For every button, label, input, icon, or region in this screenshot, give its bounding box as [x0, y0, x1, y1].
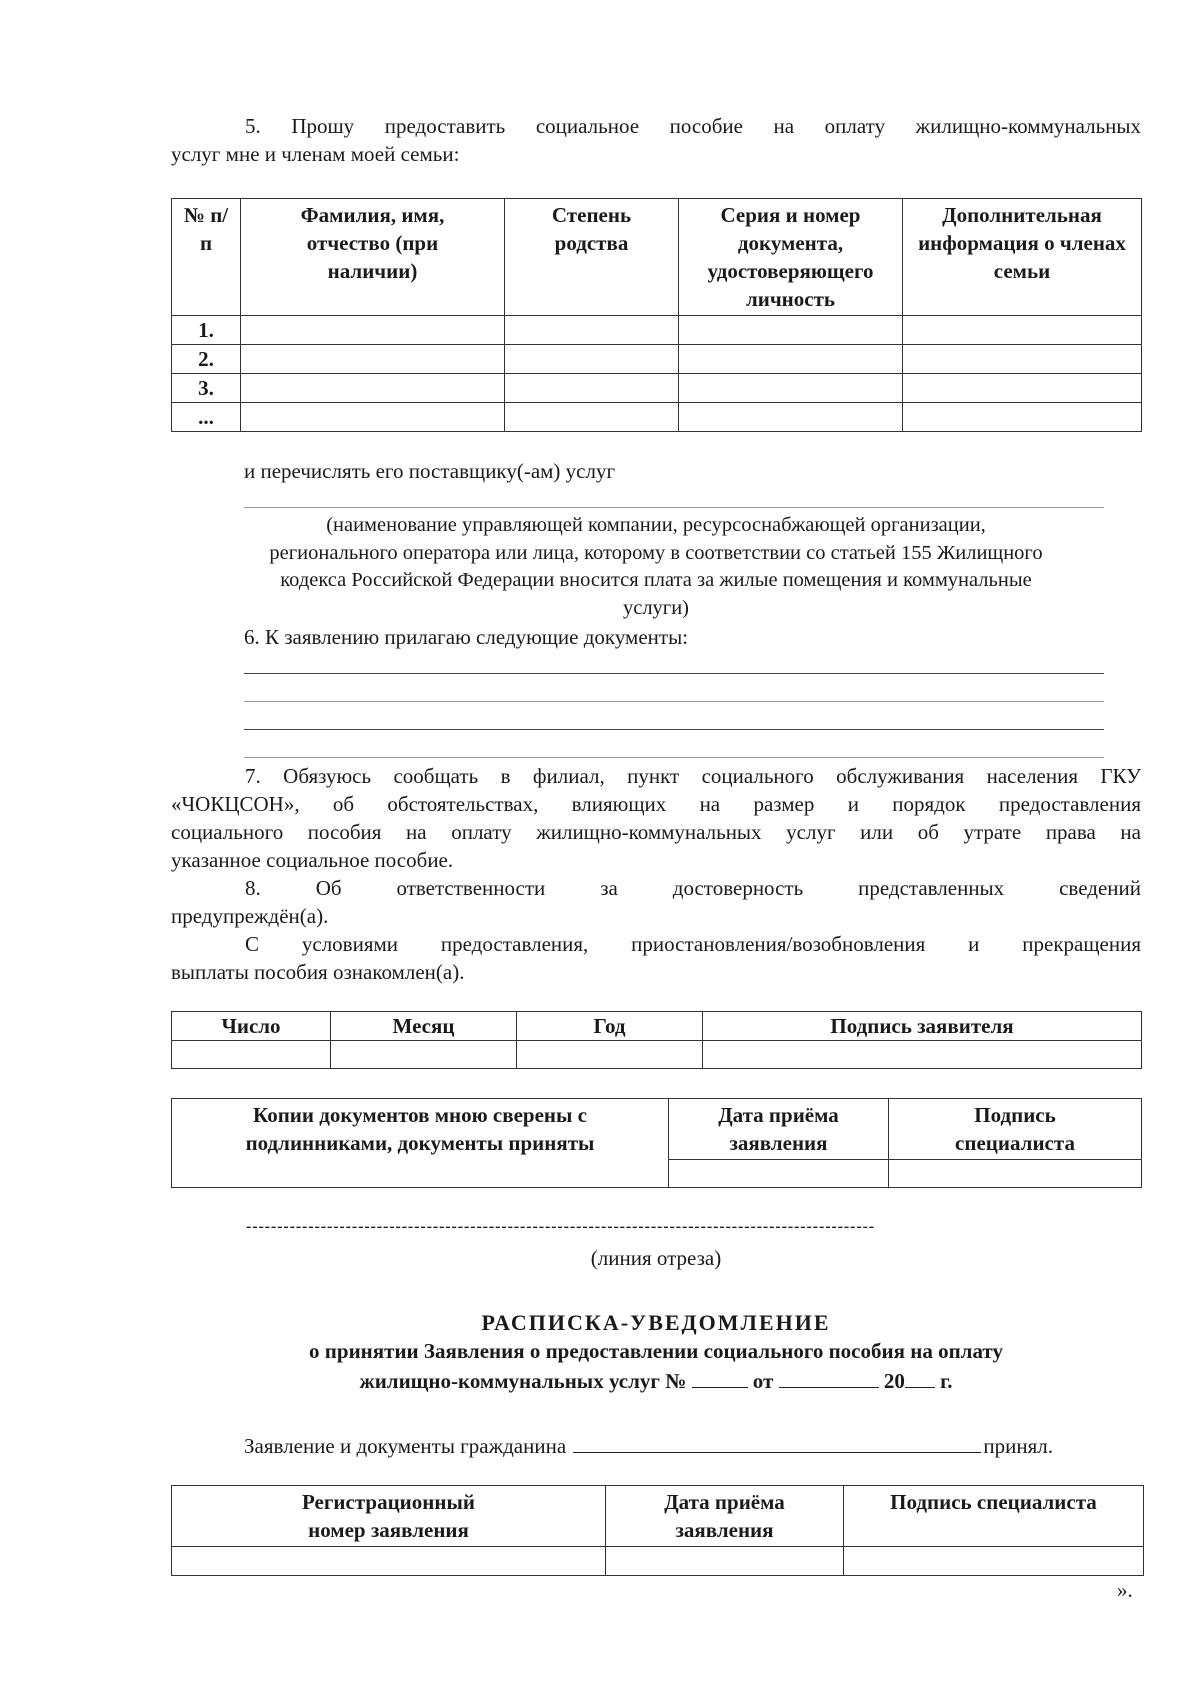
cut-line-label: (линия отреза) [590, 1246, 722, 1270]
section-7-line-3: социального пособия на оплату жилищно-коммунальных услуг или об утрате права на [171, 820, 1141, 844]
cell-id-document[interactable] [679, 374, 903, 403]
table-row [172, 345, 1142, 374]
receipt-date-field[interactable] [779, 1365, 879, 1388]
header-month: Месяц [331, 1012, 517, 1041]
cell-full-name[interactable] [241, 316, 505, 345]
specialist-table-header-row [172, 1099, 1142, 1160]
section-8-line-1: 8. Об ответственности за достоверность представленных сведений [245, 876, 1141, 900]
section-7-line-1: 7. Обязуюсь сообщать в филиал, пункт социального обслуживания населения ГКУ [245, 764, 1141, 788]
receipt-registration-table [171, 1485, 1144, 1576]
provider-name-field[interactable] [244, 485, 1104, 505]
provider-caption-line-3: кодекса Российской Федерации вносится плата за жилые помещения и коммунальные [280, 569, 1032, 591]
receipt-table-value-row [172, 1547, 1144, 1576]
receipt-number-field[interactable] [692, 1365, 748, 1388]
header-number: № п/п [172, 199, 241, 316]
table-row [172, 316, 1142, 345]
receipt-date-field-cell[interactable] [606, 1547, 844, 1576]
closing-quote-mark: ». [1117, 1578, 1133, 1602]
section-7-line-2: «ЧОКЦСОН», об обстоятельствах, влияющих на размер и порядок предоставления [171, 792, 1141, 816]
cell-additional-info[interactable] [903, 345, 1142, 374]
cell-full-name[interactable] [241, 374, 505, 403]
receipt-from-label: от [752, 1369, 774, 1393]
attached-document-line-3[interactable] [244, 729, 1104, 730]
provider-caption-line-4: услуги) [622, 596, 690, 619]
header-receipt-specialist-signature: Подпись специалиста [844, 1486, 1144, 1547]
accepted-prefix: Заявление и документы гражданина [244, 1434, 567, 1458]
header-full-name: Фамилия, имя, отчество (при наличии) [241, 199, 505, 316]
cell-additional-info[interactable] [903, 403, 1142, 432]
attached-document-line-4[interactable] [244, 757, 1104, 758]
cell-full-name[interactable] [241, 345, 505, 374]
cell-relationship[interactable] [505, 316, 679, 345]
row-number: 3. [172, 374, 241, 403]
section-8 [171, 874, 1141, 986]
family-members-table [171, 198, 1142, 432]
table-row [172, 403, 1142, 432]
transfer-text: и перечислять его поставщику(-ам) услуг [244, 459, 616, 483]
cell-relationship[interactable] [505, 345, 679, 374]
provider-name-line[interactable] [244, 507, 1104, 508]
specialist-verification-table [171, 1098, 1142, 1188]
attached-document-line-2[interactable] [244, 701, 1104, 702]
application-date-field[interactable] [669, 1160, 889, 1188]
receipt-year-field[interactable] [905, 1365, 935, 1388]
receipt-number-prefix: жилищно-коммунальных услуг № [359, 1369, 687, 1393]
receipt-specialist-signature-field[interactable] [844, 1547, 1144, 1576]
applicant-signature-field[interactable] [703, 1041, 1142, 1069]
receipt-year-prefix: 20 [883, 1369, 905, 1393]
provider-caption-line-2: регионального оператора или лица, которому в соответствии со статьей 155 Жилищного [269, 541, 1043, 564]
row-number: 1. [172, 316, 241, 345]
section-5-line-2: услуг мне и членам моей семьи: [171, 142, 460, 166]
row-number: 2. [172, 345, 241, 374]
section-7 [171, 762, 1141, 874]
citizen-name-field[interactable] [573, 1430, 981, 1453]
table-row [172, 374, 1142, 403]
copies-verified-label: Копии документов мною сверены с подлинниками, документы приняты [172, 1099, 669, 1188]
cell-id-document[interactable] [679, 316, 903, 345]
family-table-header-row [172, 199, 1142, 316]
cell-additional-info[interactable] [903, 316, 1142, 345]
header-id-document: Серия и номер документа, удостоверяющего личность [679, 199, 903, 316]
provider-caption-line-1: (наименование управляющей компании, ресурсоснабжающей организации, [326, 514, 986, 536]
receipt-table-header-row [172, 1486, 1144, 1547]
cell-relationship[interactable] [505, 374, 679, 403]
specialist-signature-field[interactable] [889, 1160, 1142, 1188]
header-registration-number: Регистрационный номер заявления [172, 1486, 606, 1547]
section-8-line-2: предупреждён(а). [171, 904, 329, 928]
header-applicant-signature: Подпись заявителя [703, 1012, 1142, 1041]
cell-additional-info[interactable] [903, 374, 1142, 403]
accepted-line [244, 1430, 1141, 1460]
provider-caption [171, 512, 1141, 622]
section-8-line-4: выплаты пособия ознакомлен(а). [171, 960, 465, 984]
receipt-title: РАСПИСКА-УВЕДОМЛЕНИЕ [481, 1310, 831, 1335]
section-7-line-4: указанное социальное пособие. [171, 848, 454, 872]
receipt-year-suffix: г. [940, 1369, 953, 1393]
cell-id-document[interactable] [679, 403, 903, 432]
cut-line-dashes: ----------------------------------------------------------------------------------------------------- [246, 1218, 876, 1235]
year-field[interactable] [517, 1041, 703, 1069]
receipt-subtitle-line-1: о принятии Заявления о предоставлении социального пособия на оплату [309, 1339, 1003, 1363]
header-application-date: Дата приёма заявления [669, 1099, 889, 1160]
day-field[interactable] [172, 1041, 331, 1069]
section-5-line-1: 5. Прошу предоставить социальное пособие на оплату жилищно-коммунальных [245, 114, 1141, 138]
header-year: Год [517, 1012, 703, 1041]
cell-full-name[interactable] [241, 403, 505, 432]
header-receipt-date: Дата приёма заявления [606, 1486, 844, 1547]
header-additional-info: Дополнительная информация о членах семьи [903, 199, 1142, 316]
header-specialist-signature: Подпись специалиста [889, 1099, 1142, 1160]
accepted-suffix: принял. [983, 1434, 1054, 1458]
attached-document-line-1[interactable] [244, 673, 1104, 674]
row-number: ... [172, 403, 241, 432]
applicant-table-value-row [172, 1041, 1142, 1069]
receipt-subtitle-line-2 [171, 1365, 1141, 1395]
section-8-line-3: С условиями предоставления, приостановления/возобновления и прекращения [245, 932, 1141, 956]
cell-id-document[interactable] [679, 345, 903, 374]
header-relationship: Степень родства [505, 199, 679, 316]
applicant-signature-table [171, 1011, 1142, 1069]
month-field[interactable] [331, 1041, 517, 1069]
registration-number-field[interactable] [172, 1547, 606, 1576]
applicant-table-header-row [172, 1012, 1142, 1041]
cell-relationship[interactable] [505, 403, 679, 432]
header-day: Число [172, 1012, 331, 1041]
section-6-text: 6. К заявлению прилагаю следующие документы: [244, 625, 689, 649]
